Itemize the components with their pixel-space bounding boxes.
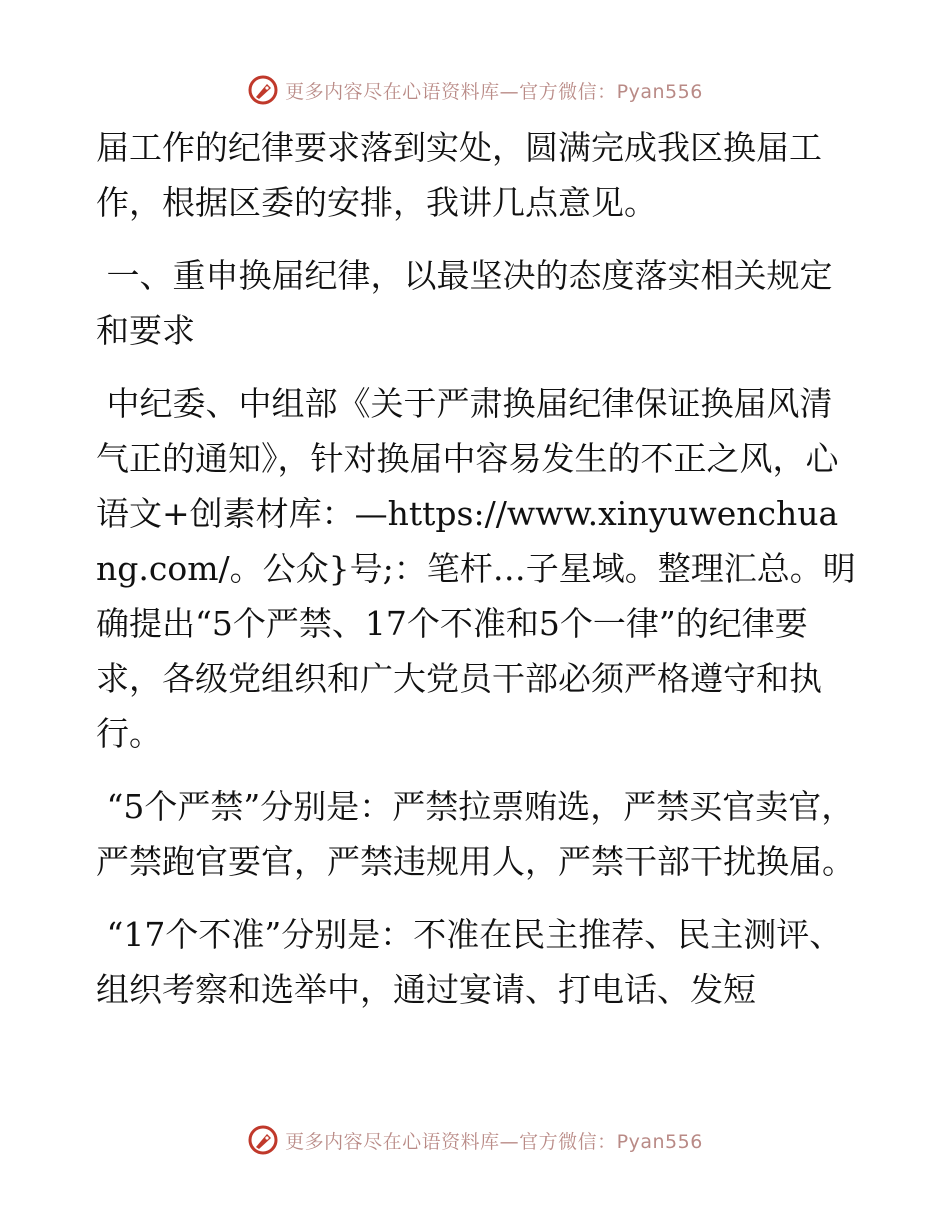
watermark-header bbox=[0, 70, 950, 110]
watermark-text: 更多内容尽在心语资料库—官方微信：Pyan556 bbox=[285, 80, 703, 103]
watermark-footer bbox=[0, 1120, 950, 1160]
paragraph-1: 届工作的纪律要求落到实处，圆满完成我区换届工作，根据区委的安排，我讲几点意见。 bbox=[96, 128, 822, 222]
pen-nib-circle-icon bbox=[247, 74, 279, 106]
document-body bbox=[96, 120, 856, 1017]
pen-nib-circle-icon bbox=[247, 1124, 279, 1156]
paragraph-2: 中纪委、中组部《关于严肃换届纪律保证换届风清气正的通知》，针对换届中容易发生的不正之风，心语文+创素材库：—https://www.xinyuwenchuang.com/。公众}号;：笔杆…子星域。整理汇总。明确提出“5个严禁、17个不准和5个一律”的纪律要求，各级党组织和广大党员干部必须严格遵守和执行。 bbox=[96, 384, 856, 753]
section-heading: 一、重申换届纪律，以最坚决的态度落实相关规定和要求 bbox=[96, 256, 833, 350]
watermark-text: 更多内容尽在心语资料库—官方微信：Pyan556 bbox=[285, 1130, 703, 1153]
paragraph-3: “5个严禁”分别是：严禁拉票贿选，严禁买官卖官，严禁跑官要官，严禁违规用人，严禁干部干扰换届。 bbox=[96, 787, 855, 881]
paragraph-4: “17个不准”分别是：不准在民主推荐、民主测评、组织考察和选举中，通过宴请、打电话、发短 bbox=[96, 915, 843, 1009]
